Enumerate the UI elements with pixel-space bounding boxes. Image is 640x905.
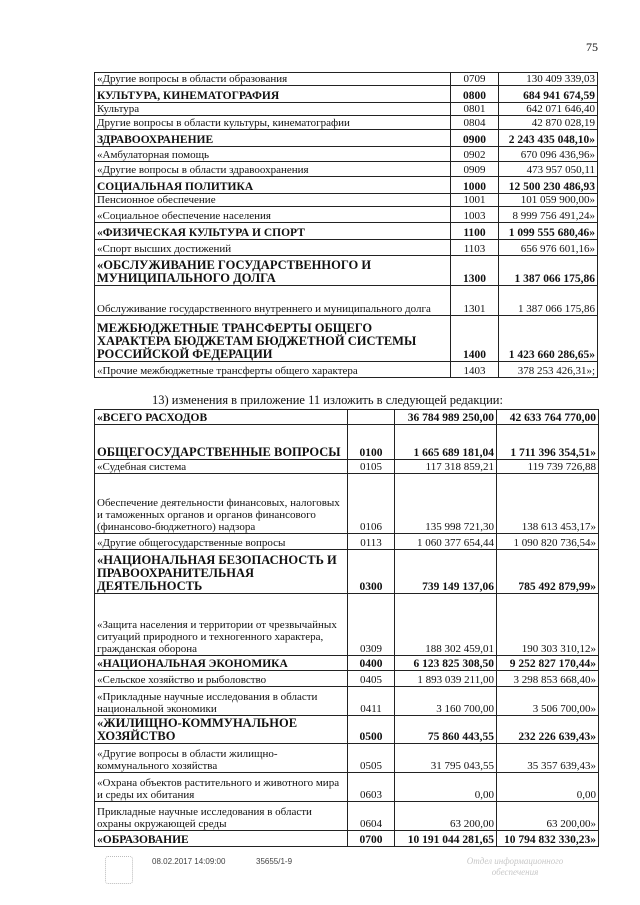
row-code: 1003	[451, 207, 499, 223]
row-name: ЗДРАВООХРАНЕНИЕ	[95, 130, 451, 147]
row-amount-2018: 9 252 827 170,44»	[497, 656, 599, 671]
row-code: 0309	[348, 594, 395, 656]
table-row	[95, 194, 598, 207]
footer-stamp-mark	[105, 856, 133, 884]
row-amount: 670 096 436,96»	[499, 147, 598, 162]
row-amount: 1 387 066 175,86	[499, 256, 598, 286]
table-row	[95, 744, 599, 773]
row-amount-2018: 35 357 639,43»	[497, 744, 599, 773]
row-amount-2018: 42 633 764 770,00	[497, 410, 599, 425]
row-code: 0709	[451, 73, 499, 86]
row-amount-2017: 135 998 721,30	[395, 474, 497, 534]
row-amount-2017: 739 149 137,06	[395, 550, 497, 594]
row-amount: 130 409 339,03	[499, 73, 598, 86]
row-code: 0500	[348, 716, 395, 744]
row-amount-2018: 232 226 639,43»	[497, 716, 599, 744]
table-row	[95, 831, 599, 847]
row-name: «Сельское хозяйство и рыболовство	[95, 671, 348, 687]
row-amount-2018: 3 298 853 668,40»	[497, 671, 599, 687]
row-name: СОЦИАЛЬНАЯ ПОЛИТИКА	[95, 177, 451, 194]
row-code: 0900	[451, 130, 499, 147]
row-name: Пенсионное обеспечение	[95, 194, 451, 207]
row-amount: 378 253 426,31»;	[499, 362, 598, 378]
row-name: Обслуживание государственного внутреннего и муниципального долга	[95, 286, 451, 316]
table-row	[95, 594, 599, 656]
row-code: 0105	[348, 460, 395, 474]
row-amount-2018: 119 739 726,88	[497, 460, 599, 474]
row-name: «Охрана объектов растительного и животного мира и среды их обитания	[95, 773, 348, 802]
row-amount-2017: 31 795 043,55	[395, 744, 497, 773]
row-code: 0804	[451, 116, 499, 130]
row-name: «ОБСЛУЖИВАНИЕ ГОСУДАРСТВЕННОГО И МУНИЦИПАЛЬНОГО ДОЛГА	[95, 256, 451, 286]
row-name: «Спорт высших достижений	[95, 240, 451, 256]
row-amount: 12 500 230 486,93	[499, 177, 598, 194]
table-row	[95, 103, 598, 116]
row-amount-2017: 75 860 443,55	[395, 716, 497, 744]
row-name: «Прочие межбюджетные трансферты общего характера	[95, 362, 451, 378]
table-row	[95, 716, 599, 744]
watermark-stamp: Отдел информационного обеспечения	[466, 856, 564, 877]
row-amount-2018: 1 711 396 354,51»	[497, 425, 599, 460]
row-code: 0505	[348, 744, 395, 773]
row-name: МЕЖБЮДЖЕТНЫЕ ТРАНСФЕРТЫ ОБЩЕГО ХАРАКТЕРА БЮДЖЕТАМ БЮДЖЕТНОЙ СИСТЕМЫ РОССИЙСКОЙ ФЕДЕРАЦИИ	[95, 316, 451, 362]
amendment-instruction: 13) изменения в приложение 11 изложить в следующей редакции:	[152, 393, 503, 407]
row-amount-2018: 138 613 453,17»	[497, 474, 599, 534]
row-amount: 642 071 646,40	[499, 103, 598, 116]
row-name: «Прикладные научные исследования в области национальной экономики	[95, 687, 348, 716]
row-code: 0909	[451, 162, 499, 177]
row-amount: 42 870 028,19	[499, 116, 598, 130]
row-code: 0106	[348, 474, 395, 534]
row-amount-2017: 1 665 689 181,04	[395, 425, 497, 460]
table-row	[95, 130, 598, 147]
expenditure-table-part-1	[94, 72, 598, 378]
row-code: 0801	[451, 103, 499, 116]
footer-document-id: 35655/1-9	[256, 857, 293, 866]
table-row	[95, 773, 599, 802]
row-name: Культура	[95, 103, 451, 116]
row-amount-2018: 63 200,00»	[497, 802, 599, 831]
row-code: 0800	[451, 86, 499, 103]
row-amount: 473 957 050,11	[499, 162, 598, 177]
row-amount-2018: 190 303 310,12»	[497, 594, 599, 656]
row-amount: 1 099 555 680,46»	[499, 223, 598, 240]
table-row	[95, 223, 598, 240]
page-number: 75	[586, 40, 598, 54]
table-row	[95, 802, 599, 831]
row-amount: 1 387 066 175,86	[499, 286, 598, 316]
table-row	[95, 410, 599, 425]
row-amount-2018: 1 090 820 736,54»	[497, 534, 599, 550]
row-name: «ФИЗИЧЕСКАЯ КУЛЬТУРА И СПОРТ	[95, 223, 451, 240]
row-name: «Другие общегосударственные вопросы	[95, 534, 348, 550]
table-row	[95, 687, 599, 716]
row-amount: 684 941 674,59	[499, 86, 598, 103]
row-amount-2018: 3 506 700,00»	[497, 687, 599, 716]
row-code: 0902	[451, 147, 499, 162]
row-name: «ВСЕГО РАСХОДОВ	[95, 410, 348, 425]
row-name: «Защита населения и территории от чрезвычайных ситуаций природного и техногенного характера, гражданская оборона	[95, 594, 348, 656]
row-code: 1301	[451, 286, 499, 316]
row-code: 1103	[451, 240, 499, 256]
row-amount-2017: 1 893 039 211,00	[395, 671, 497, 687]
table-row	[95, 362, 598, 378]
row-code: 0100	[348, 425, 395, 460]
table-row	[95, 116, 598, 130]
row-amount-2017: 3 160 700,00	[395, 687, 497, 716]
row-code: 1400	[451, 316, 499, 362]
row-amount-2017: 10 191 044 281,65	[395, 831, 497, 847]
row-code: 0113	[348, 534, 395, 550]
row-code: 1403	[451, 362, 499, 378]
row-amount: 101 059 900,00»	[499, 194, 598, 207]
table-row	[95, 316, 598, 362]
row-amount-2017: 0,00	[395, 773, 497, 802]
row-code: 0604	[348, 802, 395, 831]
table-row	[95, 460, 599, 474]
row-name: Другие вопросы в области культуры, кинематографии	[95, 116, 451, 130]
row-code: 1300	[451, 256, 499, 286]
row-amount: 656 976 601,16»	[499, 240, 598, 256]
table-row	[95, 73, 598, 86]
row-name: «Социальное обеспечение населения	[95, 207, 451, 223]
row-code	[348, 410, 395, 425]
row-amount-2017: 36 784 989 250,00	[395, 410, 497, 425]
table-row	[95, 207, 598, 223]
expenditure-table-appendix-11	[94, 409, 599, 847]
row-code: 0300	[348, 550, 395, 594]
row-name: ОБЩЕГОСУДАРСТВЕННЫЕ ВОПРОСЫ	[95, 425, 348, 460]
table-row	[95, 147, 598, 162]
row-name: Прикладные научные исследования в области охраны окружающей среды	[95, 802, 348, 831]
row-amount-2017: 6 123 825 308,50	[395, 656, 497, 671]
row-code: 1100	[451, 223, 499, 240]
table-row	[95, 534, 599, 550]
table-row	[95, 256, 598, 286]
row-amount-2017: 117 318 859,21	[395, 460, 497, 474]
row-code: 1001	[451, 194, 499, 207]
table-row	[95, 656, 599, 671]
row-amount: 8 999 756 491,24»	[499, 207, 598, 223]
row-name: «Другие вопросы в области образования	[95, 73, 451, 86]
row-amount-2018: 0,00	[497, 773, 599, 802]
table-row	[95, 177, 598, 194]
row-name: КУЛЬТУРА, КИНЕМАТОГРАФИЯ	[95, 86, 451, 103]
row-amount-2017: 1 060 377 654,44	[395, 534, 497, 550]
table-row	[95, 286, 598, 316]
row-name: «ЖИЛИЩНО-КОММУНАЛЬНОЕ ХОЗЯЙСТВО	[95, 716, 348, 744]
row-name: «Амбулаторная помощь	[95, 147, 451, 162]
table-row	[95, 162, 598, 177]
footer-date: 08.02.2017 14:09:00	[152, 857, 226, 866]
row-name: Обеспечение деятельности финансовых, налоговых и таможенных органов и органов финансового (финансово-бюджетного) надзора	[95, 474, 348, 534]
row-code: 0411	[348, 687, 395, 716]
row-amount-2017: 188 302 459,01	[395, 594, 497, 656]
row-code: 0700	[348, 831, 395, 847]
row-name: «Другие вопросы в области здравоохранения	[95, 162, 451, 177]
row-code: 0405	[348, 671, 395, 687]
row-name: «Судебная система	[95, 460, 348, 474]
row-amount-2018: 10 794 832 330,23»	[497, 831, 599, 847]
row-name: «НАЦИОНАЛЬНАЯ БЕЗОПАСНОСТЬ И ПРАВООХРАНИТЕЛЬНАЯ ДЕЯТЕЛЬНОСТЬ	[95, 550, 348, 594]
row-amount: 1 423 660 286,65»	[499, 316, 598, 362]
table-row	[95, 425, 599, 460]
row-name: «ОБРАЗОВАНИЕ	[95, 831, 348, 847]
row-amount: 2 243 435 048,10»	[499, 130, 598, 147]
row-amount-2018: 785 492 879,99»	[497, 550, 599, 594]
table-row	[95, 550, 599, 594]
row-code: 0603	[348, 773, 395, 802]
row-code: 1000	[451, 177, 499, 194]
table-row	[95, 240, 598, 256]
table-row	[95, 671, 599, 687]
row-name: «НАЦИОНАЛЬНАЯ ЭКОНОМИКА	[95, 656, 348, 671]
row-code: 0400	[348, 656, 395, 671]
row-name: «Другие вопросы в области жилищно-коммунального хозяйства	[95, 744, 348, 773]
table-row	[95, 86, 598, 103]
row-amount-2017: 63 200,00	[395, 802, 497, 831]
table-row	[95, 474, 599, 534]
